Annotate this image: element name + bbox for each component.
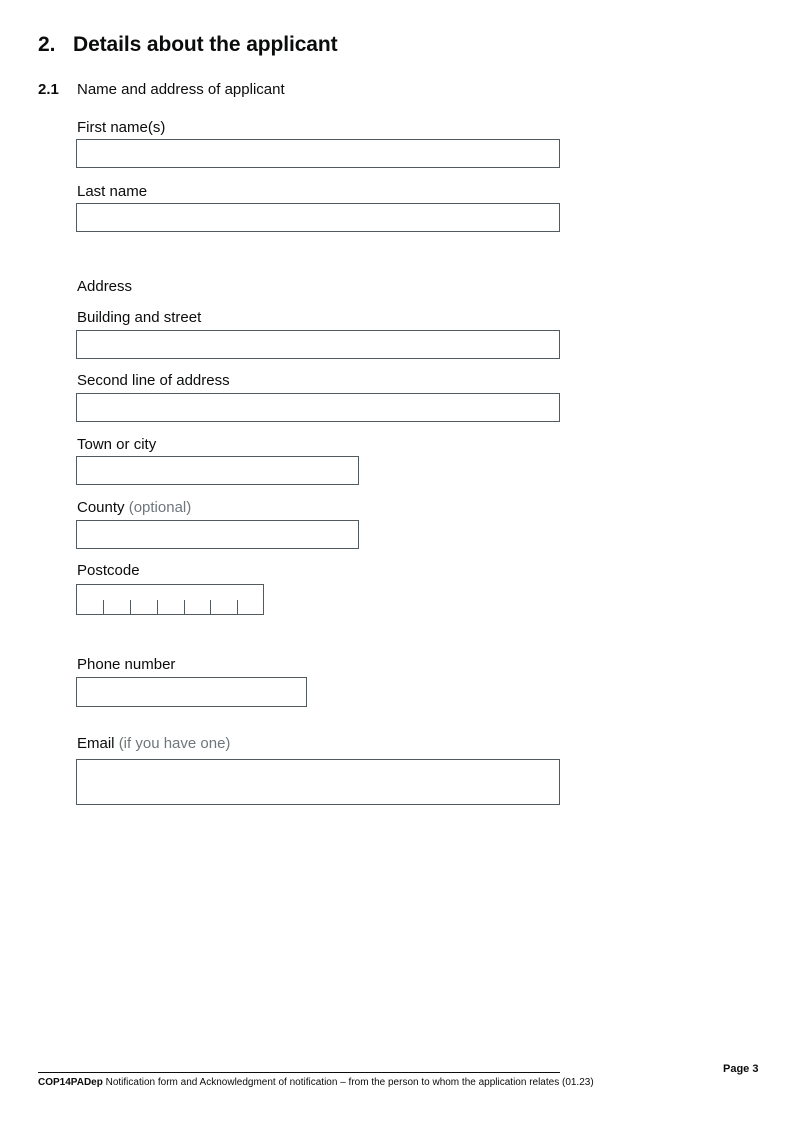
postcode-divider	[103, 600, 104, 614]
form-code: COP14PADep	[38, 1077, 103, 1088]
county-label	[77, 499, 191, 516]
email-hint: (if you have one)	[118, 735, 231, 752]
second-line-label: Second line of address	[77, 372, 230, 389]
postcode-field[interactable]	[76, 584, 264, 615]
county-label-text: County	[77, 499, 125, 516]
footer-text	[38, 1077, 594, 1088]
county-field[interactable]	[76, 520, 359, 549]
last-name-label: Last name	[77, 183, 148, 200]
form-description: Notification form and Acknowledgment of notification – from the person to whom the application relates (01.23)	[105, 1077, 594, 1088]
email-label	[77, 735, 230, 752]
town-city-label: Town or city	[77, 436, 157, 453]
email-field[interactable]	[76, 759, 560, 805]
question-number: 2.1	[38, 81, 59, 98]
postcode-divider	[130, 600, 131, 614]
section-number: 2.	[38, 33, 56, 56]
county-hint: (optional)	[128, 499, 192, 516]
phone-label: Phone number	[77, 656, 176, 673]
postcode-divider	[210, 600, 211, 614]
building-street-label: Building and street	[77, 309, 202, 326]
question-text: Name and address of applicant	[77, 81, 285, 98]
postcode-divider	[184, 600, 185, 614]
second-line-field[interactable]	[76, 393, 560, 422]
section-title-text: Details about the applicant	[73, 33, 338, 56]
phone-field[interactable]	[76, 677, 307, 707]
footer-divider	[38, 1072, 560, 1073]
first-name-label: First name(s)	[77, 119, 166, 136]
town-city-field[interactable]	[76, 456, 359, 485]
address-heading: Address	[77, 278, 133, 295]
building-street-field[interactable]	[76, 330, 560, 359]
postcode-label: Postcode	[77, 562, 140, 579]
postcode-divider	[157, 600, 158, 614]
first-name-field[interactable]	[76, 139, 560, 168]
last-name-field[interactable]	[76, 203, 560, 232]
email-label-text: Email	[77, 735, 115, 752]
section-title	[38, 33, 338, 57]
page-number: Page 3	[723, 1063, 759, 1075]
postcode-divider	[237, 600, 238, 614]
